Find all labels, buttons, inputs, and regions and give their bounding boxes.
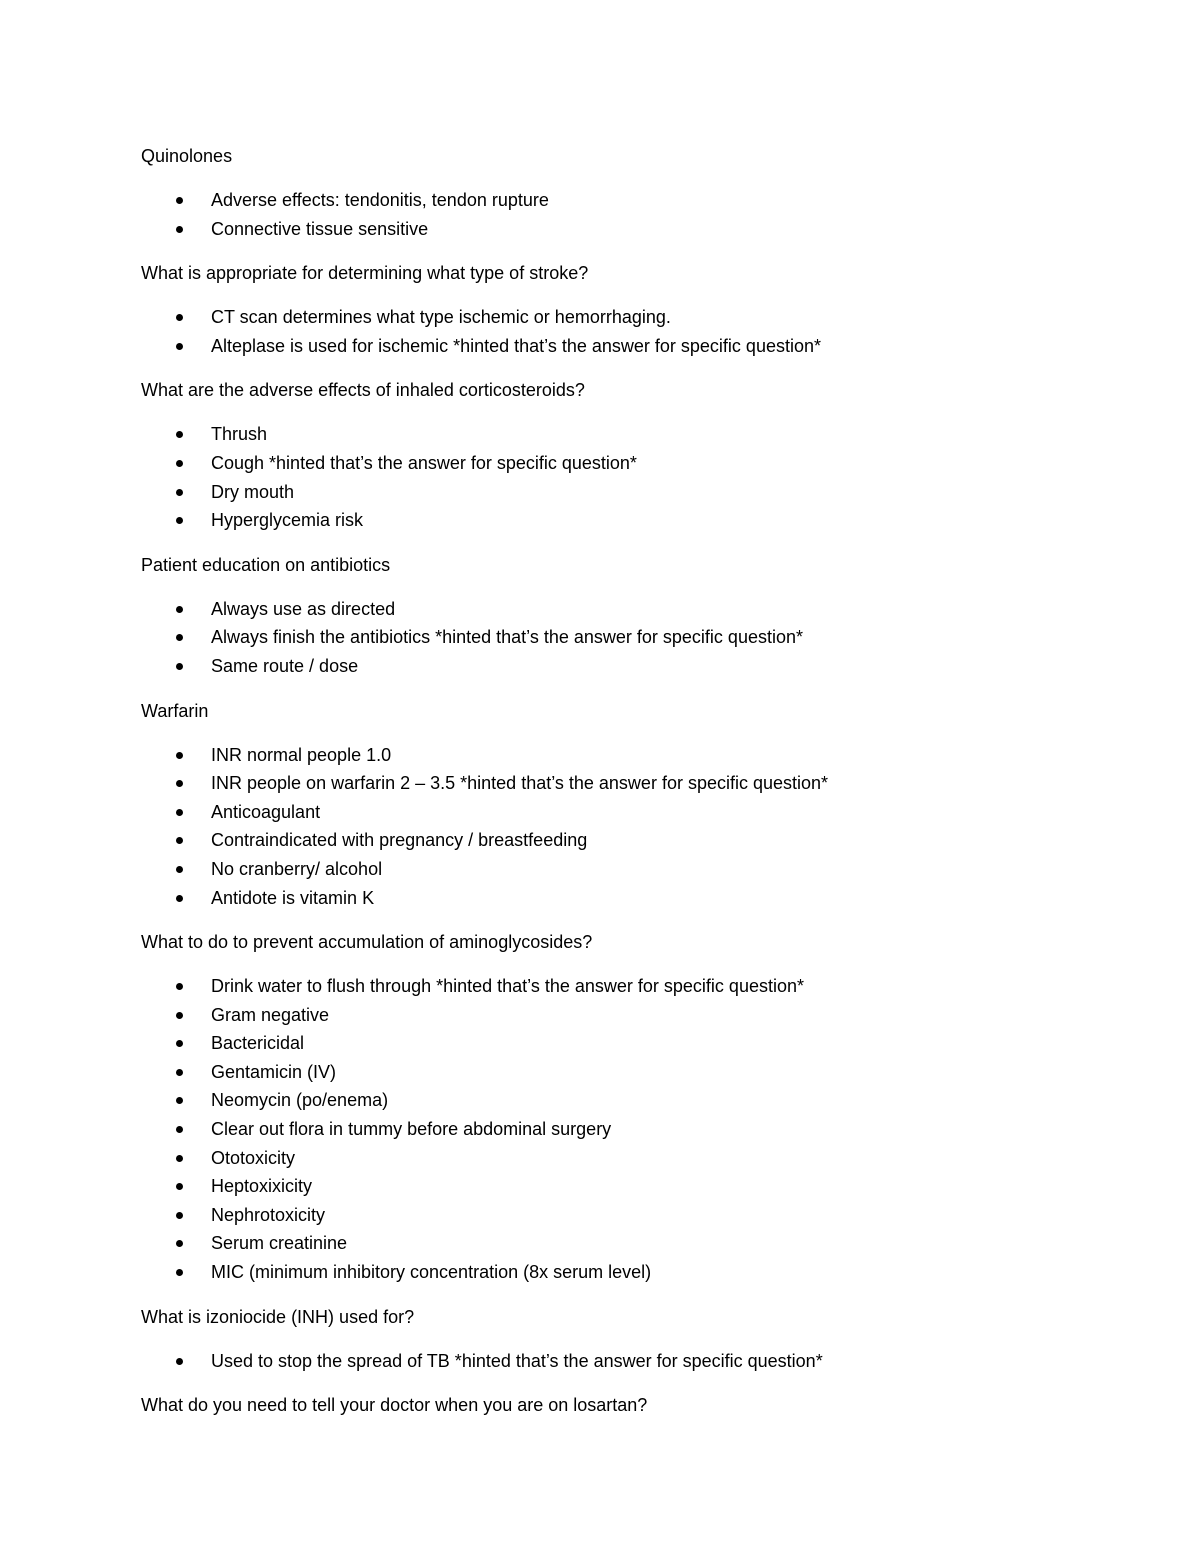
list-item-text: Alteplase is used for ischemic *hinted that’s the answer for specific question* — [211, 335, 821, 356]
list-item-text: Gentamicin (IV) — [211, 1061, 337, 1082]
list-item-text: Connective tissue sensitive — [211, 218, 429, 239]
bullet-icon — [176, 1240, 183, 1247]
list-item-text: Always finish the antibiotics *hinted that’s the answer for specific question* — [211, 627, 803, 648]
list-item — [141, 303, 1101, 332]
section-heading-corticosteroids: What are the adverse effects of inhaled corticosteroids? — [141, 380, 585, 401]
bullet-icon — [176, 837, 183, 844]
list-item-text: Gram negative — [211, 1004, 330, 1025]
list-item — [141, 972, 1101, 1001]
list-item-text: Anticoagulant — [211, 801, 321, 822]
list-item — [141, 1229, 1101, 1258]
list-item — [141, 1086, 1101, 1115]
list-item — [141, 798, 1101, 827]
section-heading-quinolones: Quinolones — [141, 146, 233, 166]
bullet-icon — [176, 1012, 183, 1019]
list-item-text: Same route / dose — [211, 655, 359, 676]
list-item — [141, 1029, 1101, 1058]
list-item — [141, 595, 1101, 624]
bullet-list — [141, 972, 1101, 1287]
bullet-icon — [176, 517, 183, 524]
list-item — [141, 186, 1101, 215]
list-item-text: Adverse effects: tendonitis, tendon rupture — [211, 190, 549, 210]
bullet-icon — [176, 197, 183, 204]
bullet-icon — [176, 780, 183, 787]
list-item — [141, 769, 1101, 798]
bullet-list — [141, 420, 1101, 534]
list-item-text: MIC (minimum inhibitory concentration (8x serum level) — [211, 1262, 652, 1283]
list-item-text: No cranberry/ alcohol — [211, 858, 383, 879]
list-item — [141, 1058, 1101, 1087]
bullet-icon — [176, 809, 183, 816]
list-item-text: Thrush — [211, 424, 268, 445]
bullet-icon — [176, 1126, 183, 1133]
list-item — [141, 884, 1101, 913]
section-heading-losartan: What do you need to tell your doctor when you are on losartan? — [141, 1395, 648, 1416]
bullet-icon — [176, 752, 183, 759]
bullet-icon — [176, 983, 183, 990]
list-item-text: Neomycin (po/enema) — [211, 1090, 389, 1111]
bullet-icon — [176, 663, 183, 670]
list-item — [141, 652, 1101, 681]
bullet-list — [141, 303, 1101, 360]
list-item-text: INR people on warfarin 2 – 3.5 *hinted that’s the answer for specific question* — [211, 773, 829, 794]
list-item-text: Hyperglycemia risk — [211, 510, 364, 531]
bullet-icon — [176, 314, 183, 321]
list-item — [141, 1001, 1101, 1030]
list-item — [141, 506, 1101, 535]
list-item — [141, 1115, 1101, 1144]
bullet-icon — [176, 634, 183, 641]
bullet-icon — [176, 895, 183, 902]
list-item-text: Serum creatinine — [211, 1233, 348, 1254]
bullet-icon — [176, 1212, 183, 1219]
list-item — [141, 741, 1101, 770]
list-item-text: Drink water to flush through *hinted that’s the answer for specific question* — [211, 976, 804, 997]
section-heading-antibiotics: Patient education on antibiotics — [141, 554, 391, 575]
list-item — [141, 420, 1101, 449]
bullet-icon — [176, 1040, 183, 1047]
bullet-list — [141, 1347, 1101, 1376]
list-item-text: Nephrotoxicity — [211, 1204, 326, 1225]
list-item-text: Bactericidal — [211, 1033, 305, 1054]
document-page — [141, 142, 1101, 1435]
bullet-icon — [176, 1183, 183, 1190]
list-item — [141, 215, 1101, 244]
list-item-text: Always use as directed — [211, 598, 396, 619]
section-heading-warfarin: Warfarin — [141, 700, 209, 721]
bullet-icon — [176, 431, 183, 438]
list-item — [141, 623, 1101, 652]
section-heading-inh: What is izoniocide (INH) used for? — [141, 1306, 415, 1327]
list-item-text: Clear out flora in tummy before abdominal surgery — [211, 1119, 612, 1140]
bullet-icon — [176, 489, 183, 496]
list-item-text: Antidote is vitamin K — [211, 887, 375, 908]
list-item — [141, 449, 1101, 478]
list-item — [141, 332, 1101, 361]
bullet-icon — [176, 1097, 183, 1104]
list-item-text: INR normal people 1.0 — [211, 744, 392, 765]
bullet-list — [141, 741, 1101, 913]
bullet-icon — [176, 606, 183, 613]
bullet-list — [141, 186, 1101, 243]
list-item-text: Dry mouth — [211, 481, 295, 502]
bullet-icon — [176, 1358, 183, 1365]
bullet-icon — [176, 226, 183, 233]
list-item — [141, 855, 1101, 884]
list-item — [141, 478, 1101, 507]
list-item — [141, 1258, 1101, 1287]
list-item-text: Used to stop the spread of TB *hinted that’s the answer for specific question* — [211, 1350, 823, 1371]
list-item — [141, 1347, 1101, 1376]
list-item — [141, 1144, 1101, 1173]
list-item — [141, 826, 1101, 855]
bullet-icon — [176, 866, 183, 873]
bullet-list — [141, 595, 1101, 681]
list-item-text: Cough *hinted that’s the answer for specific question* — [211, 452, 637, 473]
bullet-icon — [176, 1155, 183, 1162]
list-item-text: Heptoxixicity — [211, 1176, 313, 1197]
bullet-icon — [176, 343, 183, 350]
bullet-icon — [176, 1069, 183, 1076]
bullet-icon — [176, 1269, 183, 1276]
list-item — [141, 1172, 1101, 1201]
bullet-icon — [176, 460, 183, 467]
list-item — [141, 1201, 1101, 1230]
list-item-text: Ototoxicity — [211, 1147, 296, 1168]
section-heading-stroke: What is appropriate for determining what type of stroke? — [141, 263, 589, 284]
list-item-text: Contraindicated with pregnancy / breastfeeding — [211, 830, 588, 851]
section-heading-aminoglycosides: What to do to prevent accumulation of aminoglycosides? — [141, 932, 593, 953]
list-item-text: CT scan determines what type ischemic or hemorrhaging. — [211, 307, 671, 328]
